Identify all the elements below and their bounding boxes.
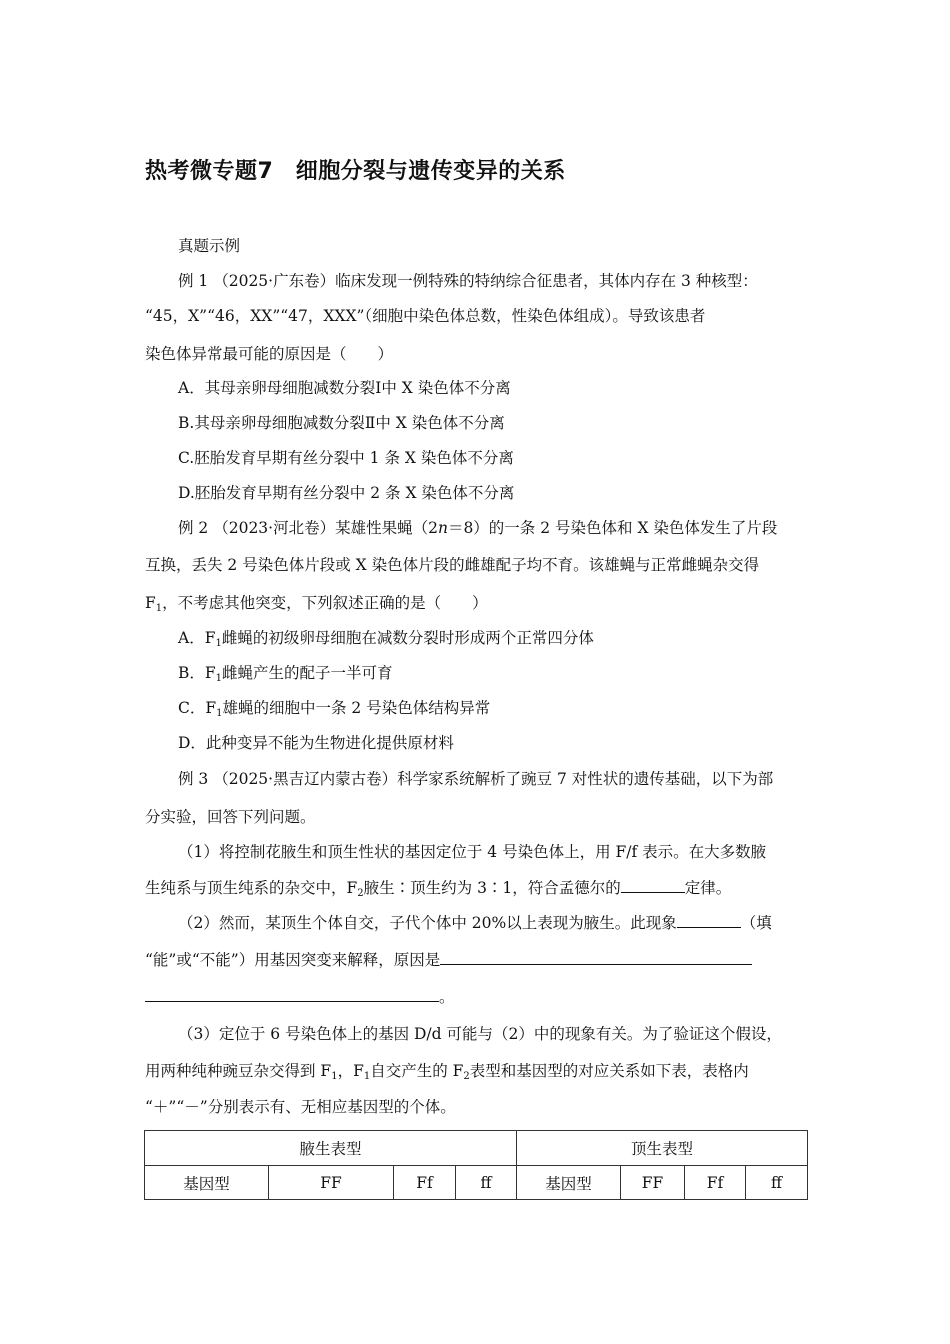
table-header-cell: ff (456, 1166, 517, 1200)
table-header-cell: Ff (685, 1166, 746, 1200)
table-header-cell: FF (269, 1166, 394, 1200)
genotype-table (144, 1130, 808, 1200)
example2-option-b: B．$F_1$雌蝇产生的配子一半可育 (178, 664, 393, 684)
example2-option-d: D．此种变异不能为生物进化提供原材料 (178, 734, 454, 752)
table-header-cell: ff (746, 1166, 808, 1200)
example2-option-c: C．$F_1$雄蝇的细胞中一条 2 号染色体结构异常 (178, 699, 491, 719)
example1-option-c: C.胚胎发育早期有丝分裂中 1 条 X 染色体不分离 (178, 449, 514, 467)
table-header-cell: Ff (394, 1166, 456, 1200)
example2-stem-line2: 互换，丢失 2 号染色体片段或 X 染色体片段的雌雄配子均不育。该雄蝇与正常雌蝇杂交得 (145, 556, 760, 574)
example3-q1-line2: 生纯系与顶生纯系的杂交中，$F_2$腋生∶顶生约为 3∶1，符合孟德尔的 定律。 (145, 879, 732, 899)
example1-option-a: A．其母亲卵母细胞减数分裂Ⅰ中 X 染色体不分离 (178, 379, 511, 397)
section-heading: 真题示例 (178, 237, 241, 255)
answer-blank[interactable] (621, 878, 685, 893)
table-group-header-terminal: 顶生表型 (517, 1131, 808, 1166)
example3-q2-line2: “能”或“不能”）用基因突变来解释，原因是 (145, 950, 752, 970)
table-group-header-axillary: 腋生表型 (145, 1131, 517, 1166)
example2-option-a: A．$F_1$雌蝇的初级卵母细胞在减数分裂时形成两个正常四分体 (178, 629, 594, 649)
example3-q1-line1: （1）将控制花腋生和顶生性状的基因定位于 4 号染色体上，用 F/f 表示。在大多数腋 (178, 843, 767, 861)
answer-blank[interactable] (677, 913, 741, 928)
example1-stem-line1: 例 1 （2025·广东卷）临床发现一例特殊的特纳综合征患者，其体内存在 3 种核型： (178, 272, 758, 290)
example3-stem-line1: 例 3 （2025·黑吉辽内蒙古卷）科学家系统解析了豌豆 7 对性状的遗传基础，以下为部 (178, 770, 774, 788)
page-title: 热考微专题7 细胞分裂与遗传变异的关系 (145, 159, 566, 184)
answer-blank[interactable] (145, 987, 439, 1002)
example2-stem-line1: 例 2 （2023·河北卷）某雄性果蝇（2n＝8）的一条 2 号染色体和 X 染色体发生了片段 (178, 519, 778, 537)
example3-stem-line2: 分实验，回答下列问题。 (145, 808, 316, 826)
example1-stem-line3: 染色体异常最可能的原因是（ ） (145, 345, 394, 363)
example1-stem-line2: “45，X”“46，XX”“47，XXX”（细胞中染色体总数，性染色体组成）。导致该患者 (145, 307, 706, 325)
example2-stem-line3: $F_1$，不考虑其他突变，下列叙述正确的是（ ） (145, 594, 488, 614)
example1-option-d: D.胚胎发育早期有丝分裂中 2 条 X 染色体不分离 (178, 484, 515, 502)
example3-q3-line2: 用两种纯种豌豆杂交得到 $F_1$，$F_1$自交产生的 $F_2$表型和基因型的对应关系如下表，表格内 (145, 1062, 749, 1082)
example3-q3-line3: “＋”“－”分别表示有、无相应基因型的个体。 (145, 1098, 456, 1116)
example3-q3-line1: （3）定位于 6 号染色体上的基因 D/d 可能与（2）中的现象有关。为了验证这个假设， (178, 1025, 782, 1043)
table-header-cell: 基因型 (145, 1166, 269, 1200)
example3-q2-line1: （2）然而，某顶生个体自交，子代个体中 20%以上表现为腋生。此现象 （填 (178, 914, 772, 932)
example3-q2-line3: 。 (145, 987, 455, 1007)
table-header-cell: FF (621, 1166, 685, 1200)
table-header-cell: 基因型 (517, 1166, 621, 1200)
example1-option-b: B.其母亲卵母细胞减数分裂Ⅱ中 X 染色体不分离 (178, 414, 505, 432)
answer-blank[interactable] (440, 950, 752, 965)
